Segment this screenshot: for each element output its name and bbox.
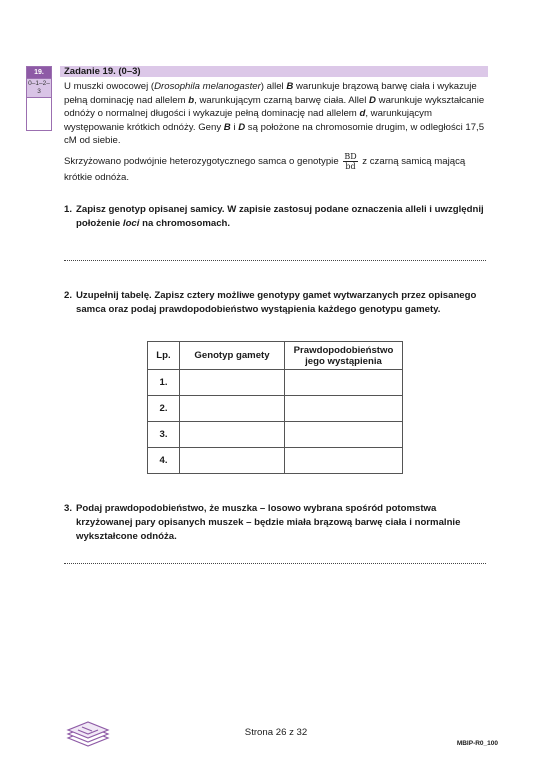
answer-line-1[interactable]: [64, 260, 486, 261]
cross-text-before: Skrzyżowano podwójnie heterozygotycznego samca o genotypie: [64, 156, 339, 168]
table-header-row: [148, 342, 403, 370]
header-lp: Lp.: [148, 342, 180, 370]
gamete-table: [147, 341, 403, 474]
question-1-text: [64, 203, 488, 231]
points-scale: 0–1–2–3: [28, 80, 50, 95]
text-run: D: [369, 94, 376, 106]
text-run: B: [223, 121, 231, 133]
cross-text-after: z czarną samicą mającą krótkie odnóża.: [64, 156, 466, 183]
answer-line-3[interactable]: [64, 563, 486, 564]
text-run: U muszki owocowej (: [64, 81, 155, 92]
text-run: b: [188, 94, 195, 106]
question-1: [64, 203, 488, 231]
question-2: [64, 289, 488, 317]
probability-cell[interactable]: [285, 422, 403, 448]
probability-cell[interactable]: [285, 448, 403, 474]
exam-code: MBIP-R0_100: [456, 740, 498, 747]
text-run: Drosophila melanogaster: [154, 81, 261, 92]
task-title: Zadanie 19. (0–3): [64, 66, 141, 77]
genotype-fraction: [343, 152, 357, 171]
genotype-cell[interactable]: [180, 396, 285, 422]
row-number: 1.: [148, 370, 180, 396]
question-2-text: Uzupełnij tabelę. Zapisz cztery możliwe genotypy gamet wytwarzanych przez opisanego samca oraz podaj prawdopodobieństwo wystąpienia każdego genotypu gamety.: [76, 290, 477, 315]
probability-cell[interactable]: [285, 396, 403, 422]
text-run: B: [286, 81, 294, 92]
text-run: Zapisz genotyp opisanej samicy. W zapisie zastosuj podane oznaczenia alleli i uwzględnij położenie: [76, 204, 484, 229]
question-3-text: Podaj prawdopodobieństwo, że muszka – losowo wybrana spośród potomstwa krzyżowanej pary opisanych muszek – będzie miała brązową barwę ciała i normalnie wykształcone odnóża.: [76, 503, 461, 542]
text-run: d: [359, 108, 366, 120]
probability-cell[interactable]: [285, 370, 403, 396]
header-genotype: Genotyp gamety: [180, 342, 285, 370]
header-probability-label: Prawdopodobieństwo jego wystąpienia: [293, 344, 394, 367]
table-row: [148, 370, 403, 396]
score-field[interactable]: [27, 97, 51, 130]
row-number: 3.: [148, 422, 180, 448]
genotype-cell[interactable]: [180, 448, 285, 474]
page-number: Strona 26 z 32: [244, 727, 308, 738]
table-row: [148, 422, 403, 448]
text-run: są położone na chromosomie drugim, w odległości 17,5 cM od siebie.: [64, 121, 485, 147]
question-3: [64, 502, 488, 544]
genotype-cell[interactable]: [180, 370, 285, 396]
question-1-number: 1.: [64, 204, 73, 215]
table-row: [148, 448, 403, 474]
text-run: D: [238, 121, 246, 133]
table-row: [148, 396, 403, 422]
cross-description: [64, 152, 488, 184]
text-run: warunkuje brązową barwę ciała i wykazuje pełną dominację nad allelem: [64, 81, 477, 106]
text-run: warunkuje wykształcanie odnóży o normalnej długości i wykazuje pełną dominację nad allelem: [64, 94, 485, 120]
question-2-number: 2.: [64, 290, 73, 301]
genotype-numerator: BD: [344, 152, 357, 161]
genotype-cell[interactable]: [180, 422, 285, 448]
task-intro: [64, 80, 488, 148]
task-number: 19.: [27, 67, 51, 78]
text-run: loci: [122, 218, 140, 229]
score-box: [26, 66, 52, 131]
text-run: , warunkującym czarną barwę ciała. Allel: [194, 94, 370, 106]
header-probability: [285, 342, 403, 370]
text-run: na chromosomach.: [139, 218, 231, 229]
row-number: 4.: [148, 448, 180, 474]
text-run: ) allel: [260, 81, 287, 92]
text-run: , warunkującym występowanie krótkich odnóży. Geny: [64, 108, 432, 133]
question-3-number: 3.: [64, 503, 73, 514]
text-run: i: [230, 121, 239, 133]
genotype-denominator: bd: [345, 162, 356, 171]
row-number: 2.: [148, 396, 180, 422]
